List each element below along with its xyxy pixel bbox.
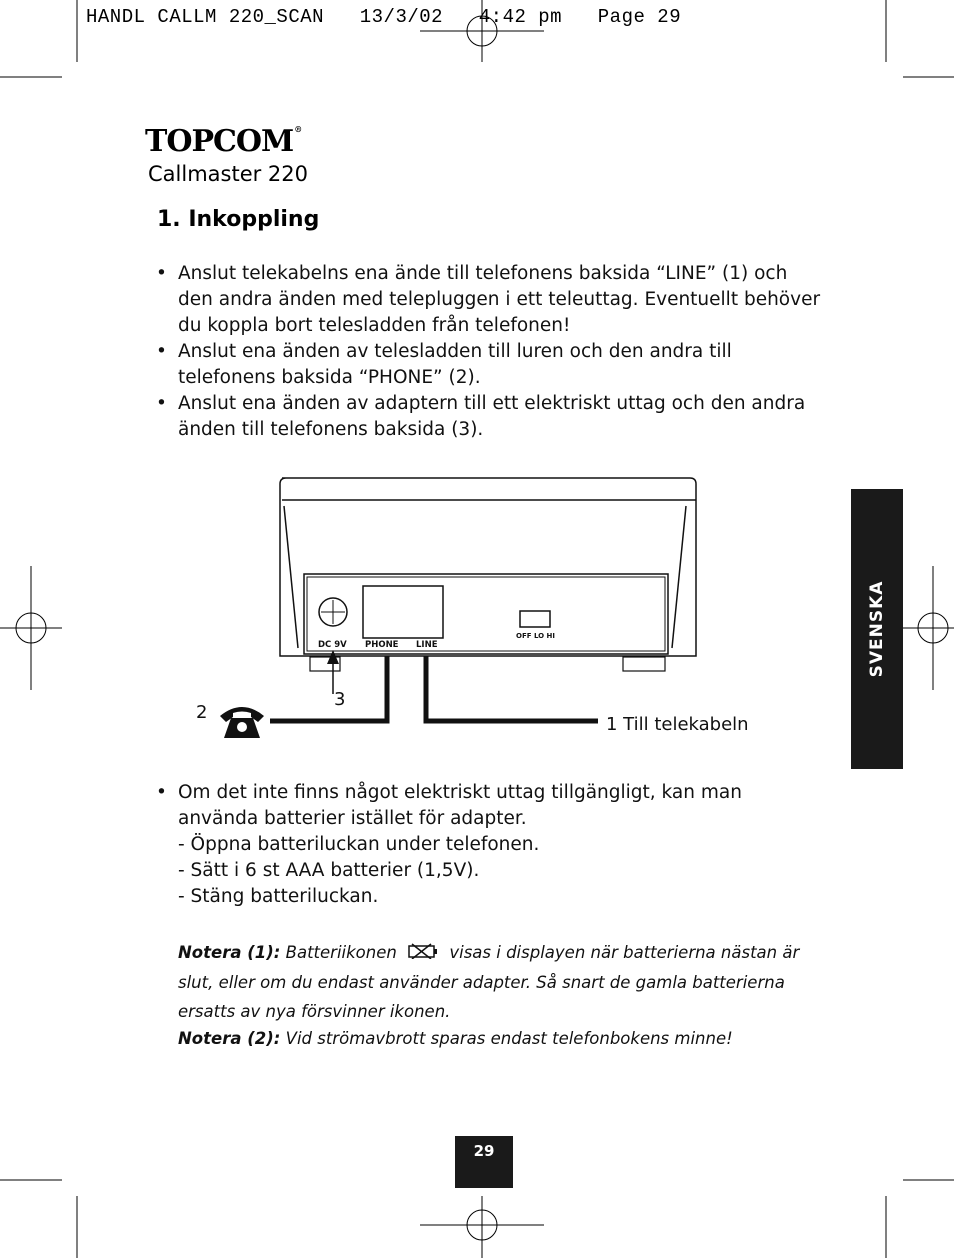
callout-3: 3 (334, 689, 346, 710)
note-2-body: Vid strömavbrott sparas endast telefonbokens minne! (285, 1029, 733, 1048)
port-phone-label: PHONE (365, 640, 399, 650)
language-tab-label: SVENSKA (867, 580, 887, 678)
line-cable (426, 656, 598, 721)
note-1-body: visas i displayen när batterierna nästan är slut, eller om du endast använder adapter. Så snart de gamla batterierna ersatts av nya försvinner ikonen. (178, 943, 800, 1021)
foot-right (623, 657, 665, 671)
section-title: 1. Inkoppling (157, 207, 320, 232)
telephone-icon (220, 707, 264, 738)
registered-mark: ® (294, 124, 302, 134)
battery-step: - Stäng batteriluckan. (178, 886, 379, 907)
note-1-label: Notera (1): (178, 943, 281, 962)
print-slug-header: HANDL CALLM 220_SCAN 13/3/02 4:42 pm Page 29 (86, 6, 682, 28)
note-2 (178, 1024, 818, 1053)
model-name: Callmaster 220 (148, 162, 309, 186)
phone-cable (270, 656, 387, 721)
note-2-label: Notera (2): (178, 1029, 281, 1048)
logo-text: TOPCOM (145, 124, 294, 159)
topcom-logo (145, 124, 301, 159)
instruction-bullet: • Anslut telekabelns ena ände till telefonens baksida “LINE” (1) och den andra änden med telepluggen i ett teleuttag. Eventuellt behöver du koppla bort telesladden från telefonen! (156, 261, 821, 339)
battery-bullet: • Om det inte finns något elektriskt uttag tillgängligt, kan man använda batterier istället för adapter. (156, 780, 821, 832)
connection-instructions (156, 261, 821, 443)
switch-label: OFF LO HI (516, 632, 556, 640)
instruction-bullet: • Anslut ena änden av adaptern till ett elektriskt uttag och den andra änden till telefonens baksida (3). (156, 391, 821, 443)
battery-step: - Sätt i 6 st AAA batterier (1,5V). (178, 860, 480, 881)
port-line-label: LINE (416, 640, 438, 650)
connection-diagram (190, 470, 760, 760)
ringer-switch (520, 611, 550, 627)
callout-1-line: 1 Till telekabeln (606, 714, 749, 735)
phone-housing (280, 478, 696, 656)
page-number: 29 (473, 1142, 495, 1160)
port-dc-label: DC 9V (318, 640, 347, 650)
battery-instructions (156, 780, 821, 910)
battery-step: - Öppna batteriluckan under telefonen. (178, 834, 540, 855)
back-panel (304, 574, 668, 654)
battery-low-icon (408, 939, 438, 968)
socket-block (363, 586, 443, 638)
language-tab (851, 489, 903, 769)
instruction-bullet: • Anslut ena änden av telesladden till luren och den andra till telefonens baksida “PHONE” (2). (156, 339, 821, 391)
page-number-box (455, 1136, 513, 1188)
note-1 (178, 938, 818, 1026)
note-1-intro: Batteriikonen (285, 943, 397, 962)
callout-2: 2 (196, 702, 208, 723)
